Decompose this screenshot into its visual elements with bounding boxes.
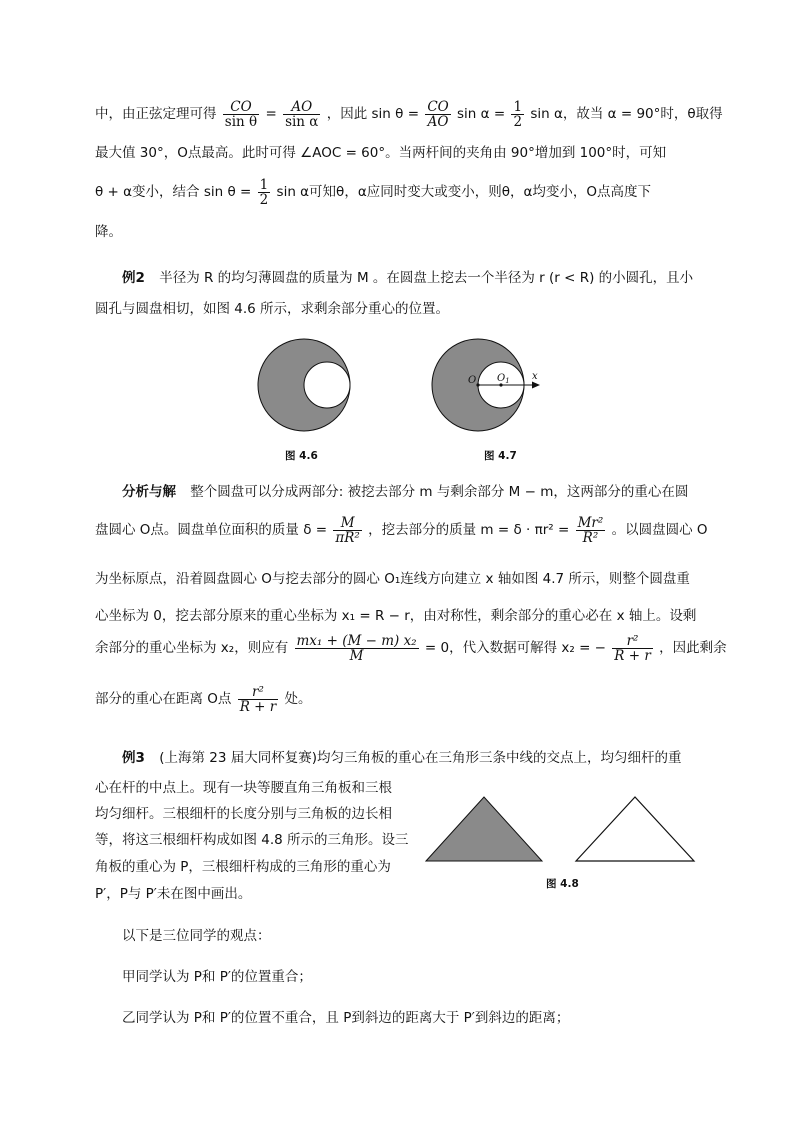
rod-triangle (576, 797, 694, 861)
text-line: 为坐标原点，沿着圆盘圆心 O与挖去部分的圆心 O₁连线方向建立 x 轴如图 4.7 所示，则整个圆盘重 (95, 571, 690, 587)
fraction (425, 100, 450, 129)
text-line (95, 100, 723, 130)
text-run: θ + α变小，结合 sin θ = (95, 183, 252, 200)
text-run: 半径为 R 的均匀薄圆盘的质量为 M 。在圆盘上挖去一个半径为 r (r < R) 的小圆孔，且小 (159, 270, 694, 286)
fraction (223, 100, 259, 129)
numerator: r² (238, 685, 279, 700)
example-label: 例3 (122, 750, 145, 766)
numerator: 1 (259, 177, 269, 193)
numerator: CO (427, 99, 449, 115)
fraction (612, 634, 653, 663)
fraction (258, 178, 271, 207)
figure-caption: 图 4.7 (484, 450, 517, 462)
text-line: 角板的重心为 P，三根细杆构成的三角形的重心为 (95, 859, 391, 875)
label-x: x (532, 371, 538, 382)
text-line (95, 685, 312, 721)
text-line: 以下是三位同学的观点： (122, 928, 271, 944)
text-line (122, 272, 693, 286)
numerator: Mr² (577, 515, 604, 531)
text-line: 心坐标为 0，挖去部分原来的重心坐标为 x₁ = R − r，由对称性，剩余部分的重心必在 x 轴上。设剩 (95, 608, 697, 624)
text-run: (上海第 23 届大同杯复赛)均匀三角板的重心在三角形三条中线的交点上，均匀细杆的重 (159, 750, 682, 766)
denominator: 2 (259, 192, 269, 209)
fraction (295, 634, 419, 663)
fraction (283, 100, 320, 129)
hole (304, 362, 350, 408)
fraction (238, 685, 279, 714)
text-line: 圆孔与圆盘相切，如图 4.6 所示，求剩余部分重心的位置。 (95, 301, 450, 317)
text-run: 中，由正弦定理可得 (95, 105, 217, 122)
text-line (95, 634, 727, 670)
text-line: 最大值 30°，O点最高。此时可得 ∠AOC = 60°。当两杆间的夹角由 90°增加到 100°时，可知 (95, 145, 667, 161)
text-line: 降。 (95, 224, 122, 240)
text-run: 整个圆盘可以分成两部分: 被挖去部分 m 与剩余部分 M − m，这两部分的重心在圆 (190, 484, 689, 500)
solid-triangle (426, 797, 542, 861)
figure-4-6 (255, 337, 355, 437)
center-point (476, 383, 479, 386)
denominator: R² (582, 530, 599, 547)
text-line: P′，P与 P′未在图中画出。 (95, 886, 252, 902)
text-run: 处。 (284, 690, 312, 707)
text-line (122, 486, 688, 500)
text-run: 部分的重心在距离 O点 (95, 690, 232, 707)
arrow-head (532, 382, 540, 389)
denominator: sin θ (224, 114, 258, 131)
text-line (122, 752, 682, 766)
numerator: M (333, 516, 361, 531)
denominator: 2 (513, 114, 523, 131)
text-run: sin α可知θ，α应同时变大或变小，则θ，α均变小，O点高度下 (276, 183, 652, 200)
text-run: ，因此 sin θ = (326, 105, 420, 122)
figure-4-7 (428, 337, 548, 437)
fraction (333, 516, 361, 545)
example-label: 例2 (122, 270, 145, 286)
text-line: 乙同学认为 P和 P′的位置不重合，且 P到斜边的距离大于 P′到斜边的距离； (122, 1010, 570, 1026)
text-run: sin α，故当 α = 90°时，θ取得 (530, 105, 723, 122)
text-run: sin α = (457, 105, 506, 122)
numerator: 1 (513, 99, 523, 115)
text-line: 心在杆的中点上。现有一块等腰直角三角板和三根 (95, 780, 392, 796)
text-run: 盘圆心 O点。圆盘单位面积的质量 δ = (95, 521, 328, 538)
figure-4-8 (425, 794, 700, 864)
denominator: R + r (614, 648, 651, 665)
text-run: 余部分的重心坐标为 x₂，则应有 (95, 639, 289, 656)
text-run: = (265, 105, 277, 122)
text-run: ，挖去部分的质量 m = δ · πr² = (368, 521, 570, 538)
figure-caption: 图 4.6 (285, 450, 318, 462)
text-line: 均匀细杆。三根细杆的长度分别与三角板的边长相 (95, 806, 392, 822)
numerator: mx₁ + (M − m) x₂ (296, 633, 417, 649)
text-line: 等，将这三根细杆构成如图 4.8 所示的三角形。设三 (95, 832, 409, 848)
fraction (511, 100, 524, 129)
denominator: AO (427, 114, 449, 131)
solution-label: 分析与解 (122, 484, 176, 500)
label-O1-main: O (497, 373, 506, 384)
numerator: CO (223, 100, 259, 115)
text-run: = 0，代入数据可解得 x₂ = − (424, 639, 606, 656)
numerator: r² (612, 634, 653, 649)
figure-caption: 图 4.8 (546, 878, 579, 890)
denominator: M (349, 648, 364, 665)
text-line (95, 516, 708, 550)
label-O1-sub: 1 (505, 377, 510, 385)
fraction (576, 516, 606, 545)
numerator: AO (283, 100, 320, 115)
text-run: ，因此剩余 (659, 639, 727, 656)
denominator: sin α (285, 114, 319, 131)
text-line: 甲同学认为 P和 P′的位置重合； (122, 969, 312, 985)
denominator: πR² (335, 530, 360, 547)
denominator: R + r (239, 699, 277, 716)
text-run: 。以圆盘圆心 O (611, 521, 708, 538)
text-line (95, 178, 651, 208)
label-O: O (468, 375, 477, 386)
